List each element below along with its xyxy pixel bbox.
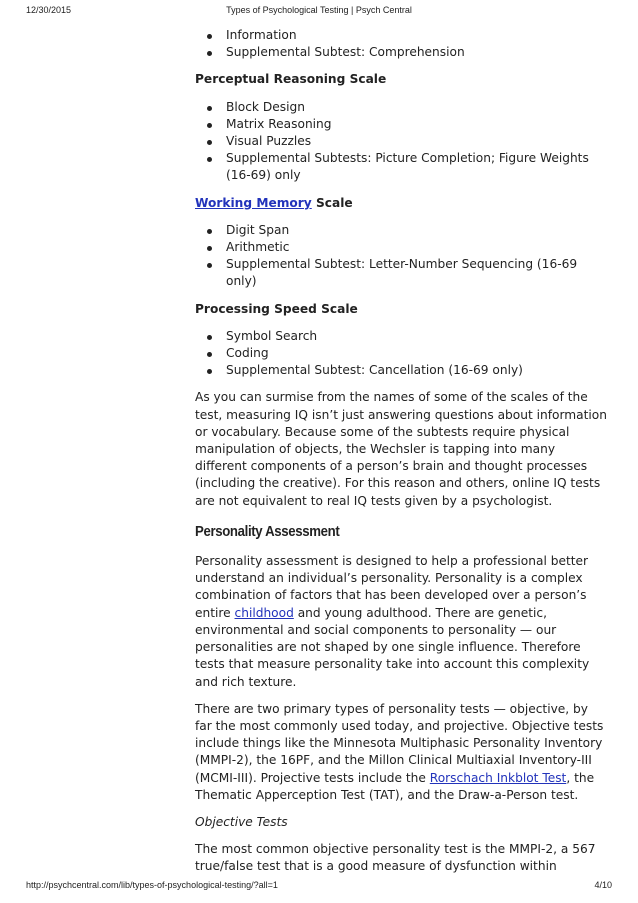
list-item: Visual Puzzles (226, 133, 607, 150)
verbal-list-continued (195, 27, 607, 61)
objective-tests-heading: Objective Tests (195, 814, 288, 829)
working-memory-heading (195, 195, 607, 212)
working-memory-heading-rest: Scale (311, 195, 353, 210)
list-item: Supplemental Subtest: Comprehension (226, 44, 607, 61)
article-content (195, 27, 607, 876)
list-item: Coding (226, 345, 607, 362)
list-item: Block Design (226, 99, 607, 116)
footer-page-number: 4/10 (594, 880, 612, 890)
header-title: Types of Psychological Testing | Psych Central (226, 5, 412, 15)
list-item: Supplemental Subtests: Picture Completion; Figure Weights (16-69) only (226, 150, 607, 184)
perceptual-list (195, 99, 607, 185)
perceptual-heading: Perceptual Reasoning Scale (195, 72, 387, 87)
list-item: Matrix Reasoning (226, 116, 607, 133)
working-memory-link[interactable]: Working Memory (195, 195, 312, 210)
list-item: Arithmetic (226, 239, 607, 256)
footer-url: http://psychcentral.com/lib/types-of-psychological-testing/?all=1 (26, 880, 278, 890)
personality-heading: Personality Assessment (195, 522, 340, 540)
childhood-link[interactable]: childhood (234, 605, 294, 620)
list-item: Supplemental Subtest: Cancellation (16-69 only) (226, 362, 607, 379)
processing-heading: Processing Speed Scale (195, 301, 358, 316)
list-item: Digit Span (226, 222, 607, 239)
personality-paragraph-2: There are two primary types of personality tests — objective, by far the most commonly used today, and projective. Objective tests include things like the Minnesota Multiphasic Personality Inventory (MMPI-2), the 16PF, and the Millon Clinical Multiaxial Inventory-III (MCMI-III). Projective tests include the Rorschach Inkblot Test, the Thematic Apperception Test (TAT), and the Draw-a-Person test. (195, 701, 604, 802)
working-memory-list (195, 222, 607, 291)
rorschach-link[interactable]: Rorschach Inkblot Test (429, 770, 567, 785)
personality-paragraph-1: Personality assessment is designed to help a professional better understand an individual’s personality. Personality is a complex combination of factors that has been developed over a person’s entire childhood and young adulthood. There are genetic, environmental and social components to personality — our personalities are not shaped by one single influence. Therefore tests that measure personality take into account this complexity and rich texture. (195, 554, 590, 689)
surmise-paragraph: As you can surmise from the names of some of the scales of the test, measuring IQ isn’t just answering questions about information or vocabulary. Because some of the subtests require physical manipulation of objects, the Wechsler is tapping into many different components of a person’s brain and thought processes (including the creative). For this reason and others, online IQ tests are not equivalent to real IQ tests given by a psychologist. (195, 390, 607, 508)
list-item: Information (226, 27, 607, 44)
objective-paragraph: The most common objective personality test is the MMPI-2, a 567 true/false test that is a good measure of dysfunction within (195, 842, 596, 874)
header-date: 12/30/2015 (26, 5, 72, 15)
processing-list (195, 328, 607, 380)
list-item: Supplemental Subtest: Letter-Number Sequencing (16-69 only) (226, 256, 607, 290)
list-item: Symbol Search (226, 328, 607, 345)
